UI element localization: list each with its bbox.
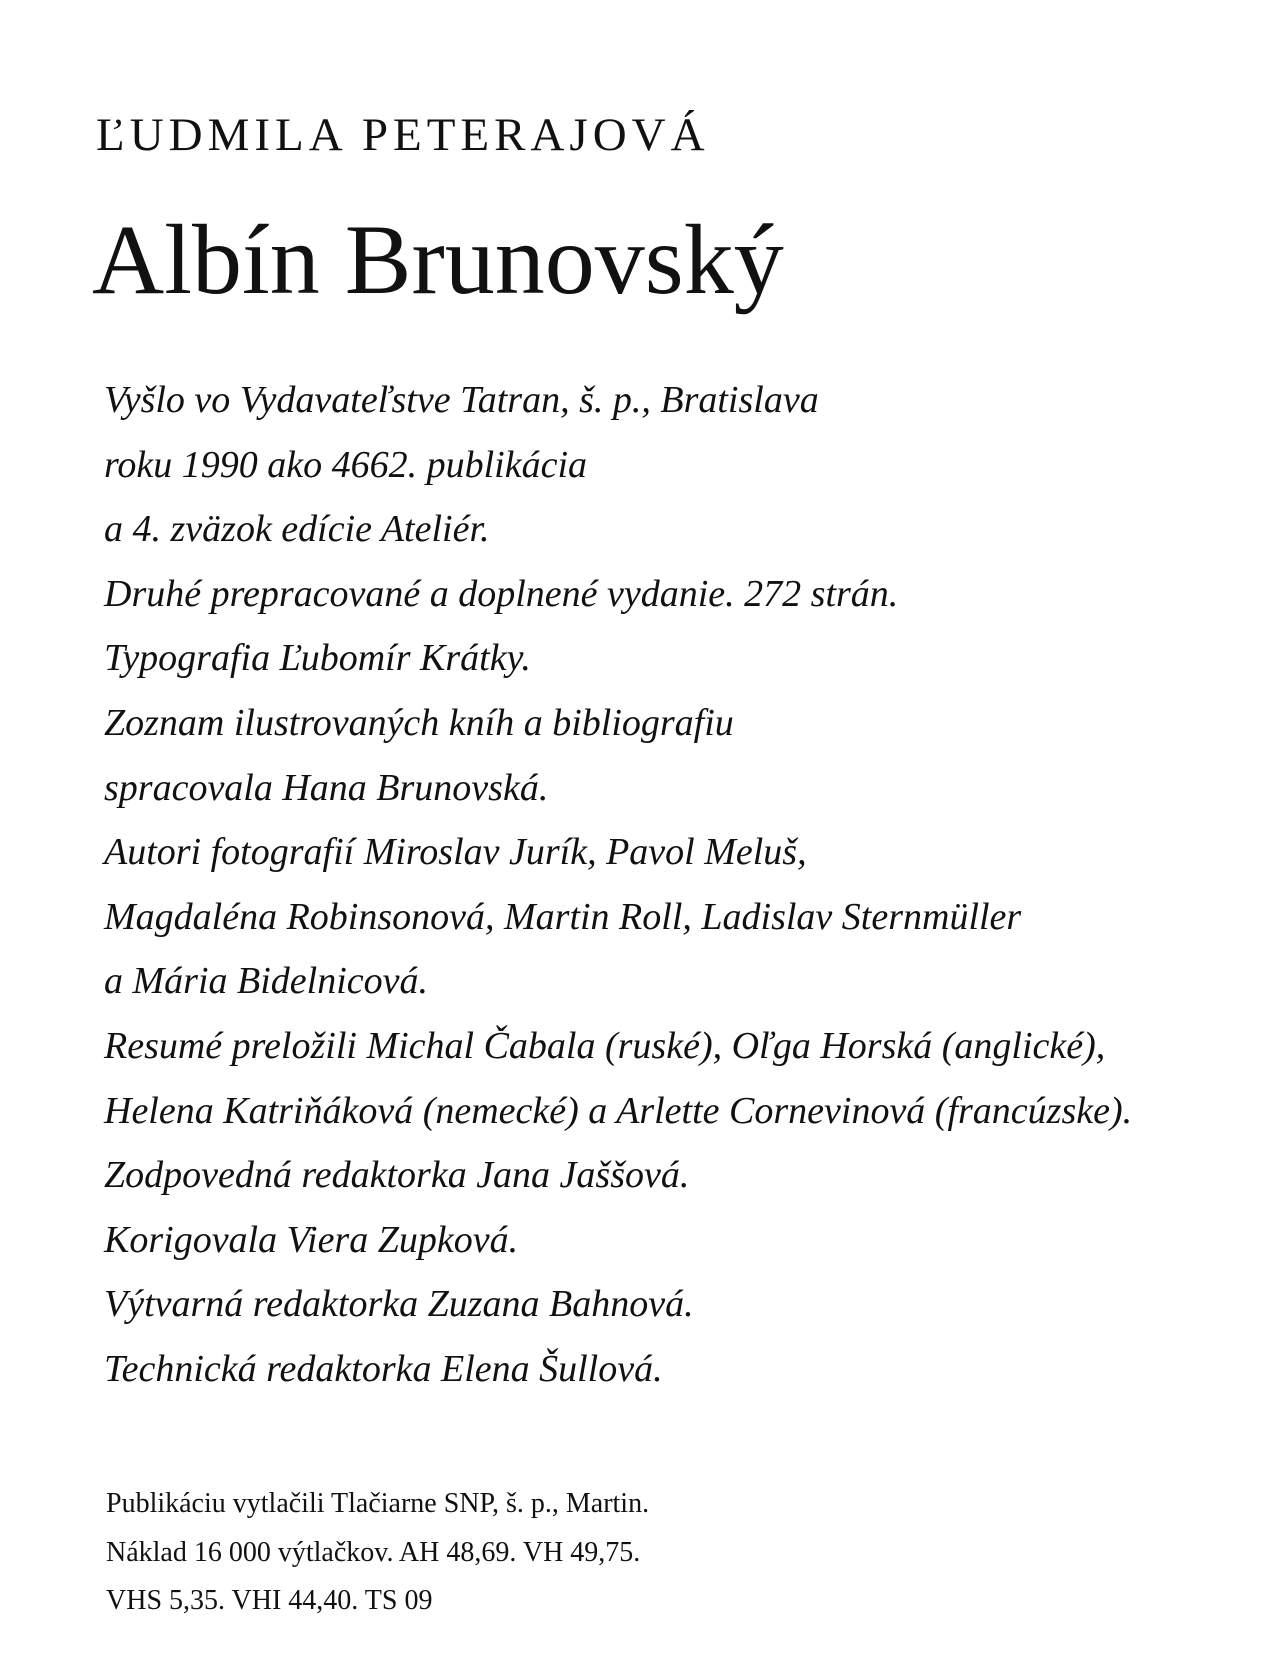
colophon-line: a 4. zväzok edície Ateliér. [104,508,490,551]
author-name: ĽUDMILA PETERAJOVÁ [96,109,710,161]
colophon-line: roku 1990 ako 4662. publikácia [104,443,588,486]
colophon-line: spracovala Hana Brunovská. [104,766,549,809]
colophon-line: Vyšlo vo Vydavateľstve Tatran, š. p., Bratislava [104,379,819,421]
imprint-line: Publikáciu vytlačili Tlačiarne SNP, š. p., Martin. [106,1488,650,1519]
colophon-line: Typografia Ľubomír Krátky. [104,637,531,680]
imprint-line: VHS 5,35. VHI 44,40. TS 09 [106,1585,433,1616]
printing-imprint [106,1480,649,1626]
colophon-line: Autori fotografií Miroslav Jurík, Pavol Meluš, [104,831,807,874]
colophon-line: Korigovala Viera Zupková. [104,1218,519,1261]
imprint-line: Náklad 16 000 výtlačkov. AH 48,69. VH 49,75. [106,1536,641,1568]
colophon-line: Resumé preložili Michal Čabala (ruské), Oľga Horská (anglické), [104,1024,1106,1067]
colophon-line: Magdaléna Robinsonová, Martin Roll, Ladislav Sternmüller [104,895,1022,938]
colophon-block [104,368,1132,1402]
colophon-line: Zoznam ilustrovaných kníh a bibliografiu [104,701,734,744]
colophon-line: Zodpovedná redaktorka Jana Jaššová. [104,1154,690,1197]
book-title: Albín Brunovský [92,204,784,315]
colophon-line: a Mária Bidelnicová. [104,960,428,1003]
colophon-line: Výtvarná redaktorka Zuzana Bahnová. [104,1283,694,1326]
colophon-line: Helena Katriňáková (nemecké) a Arlette Cornevinová (francúzske). [104,1089,1133,1132]
colophon-line: Technická redaktorka Elena Šullová. [104,1347,663,1390]
colophon-line: Druhé prepracované a doplnené vydanie. 272 strán. [104,572,899,615]
